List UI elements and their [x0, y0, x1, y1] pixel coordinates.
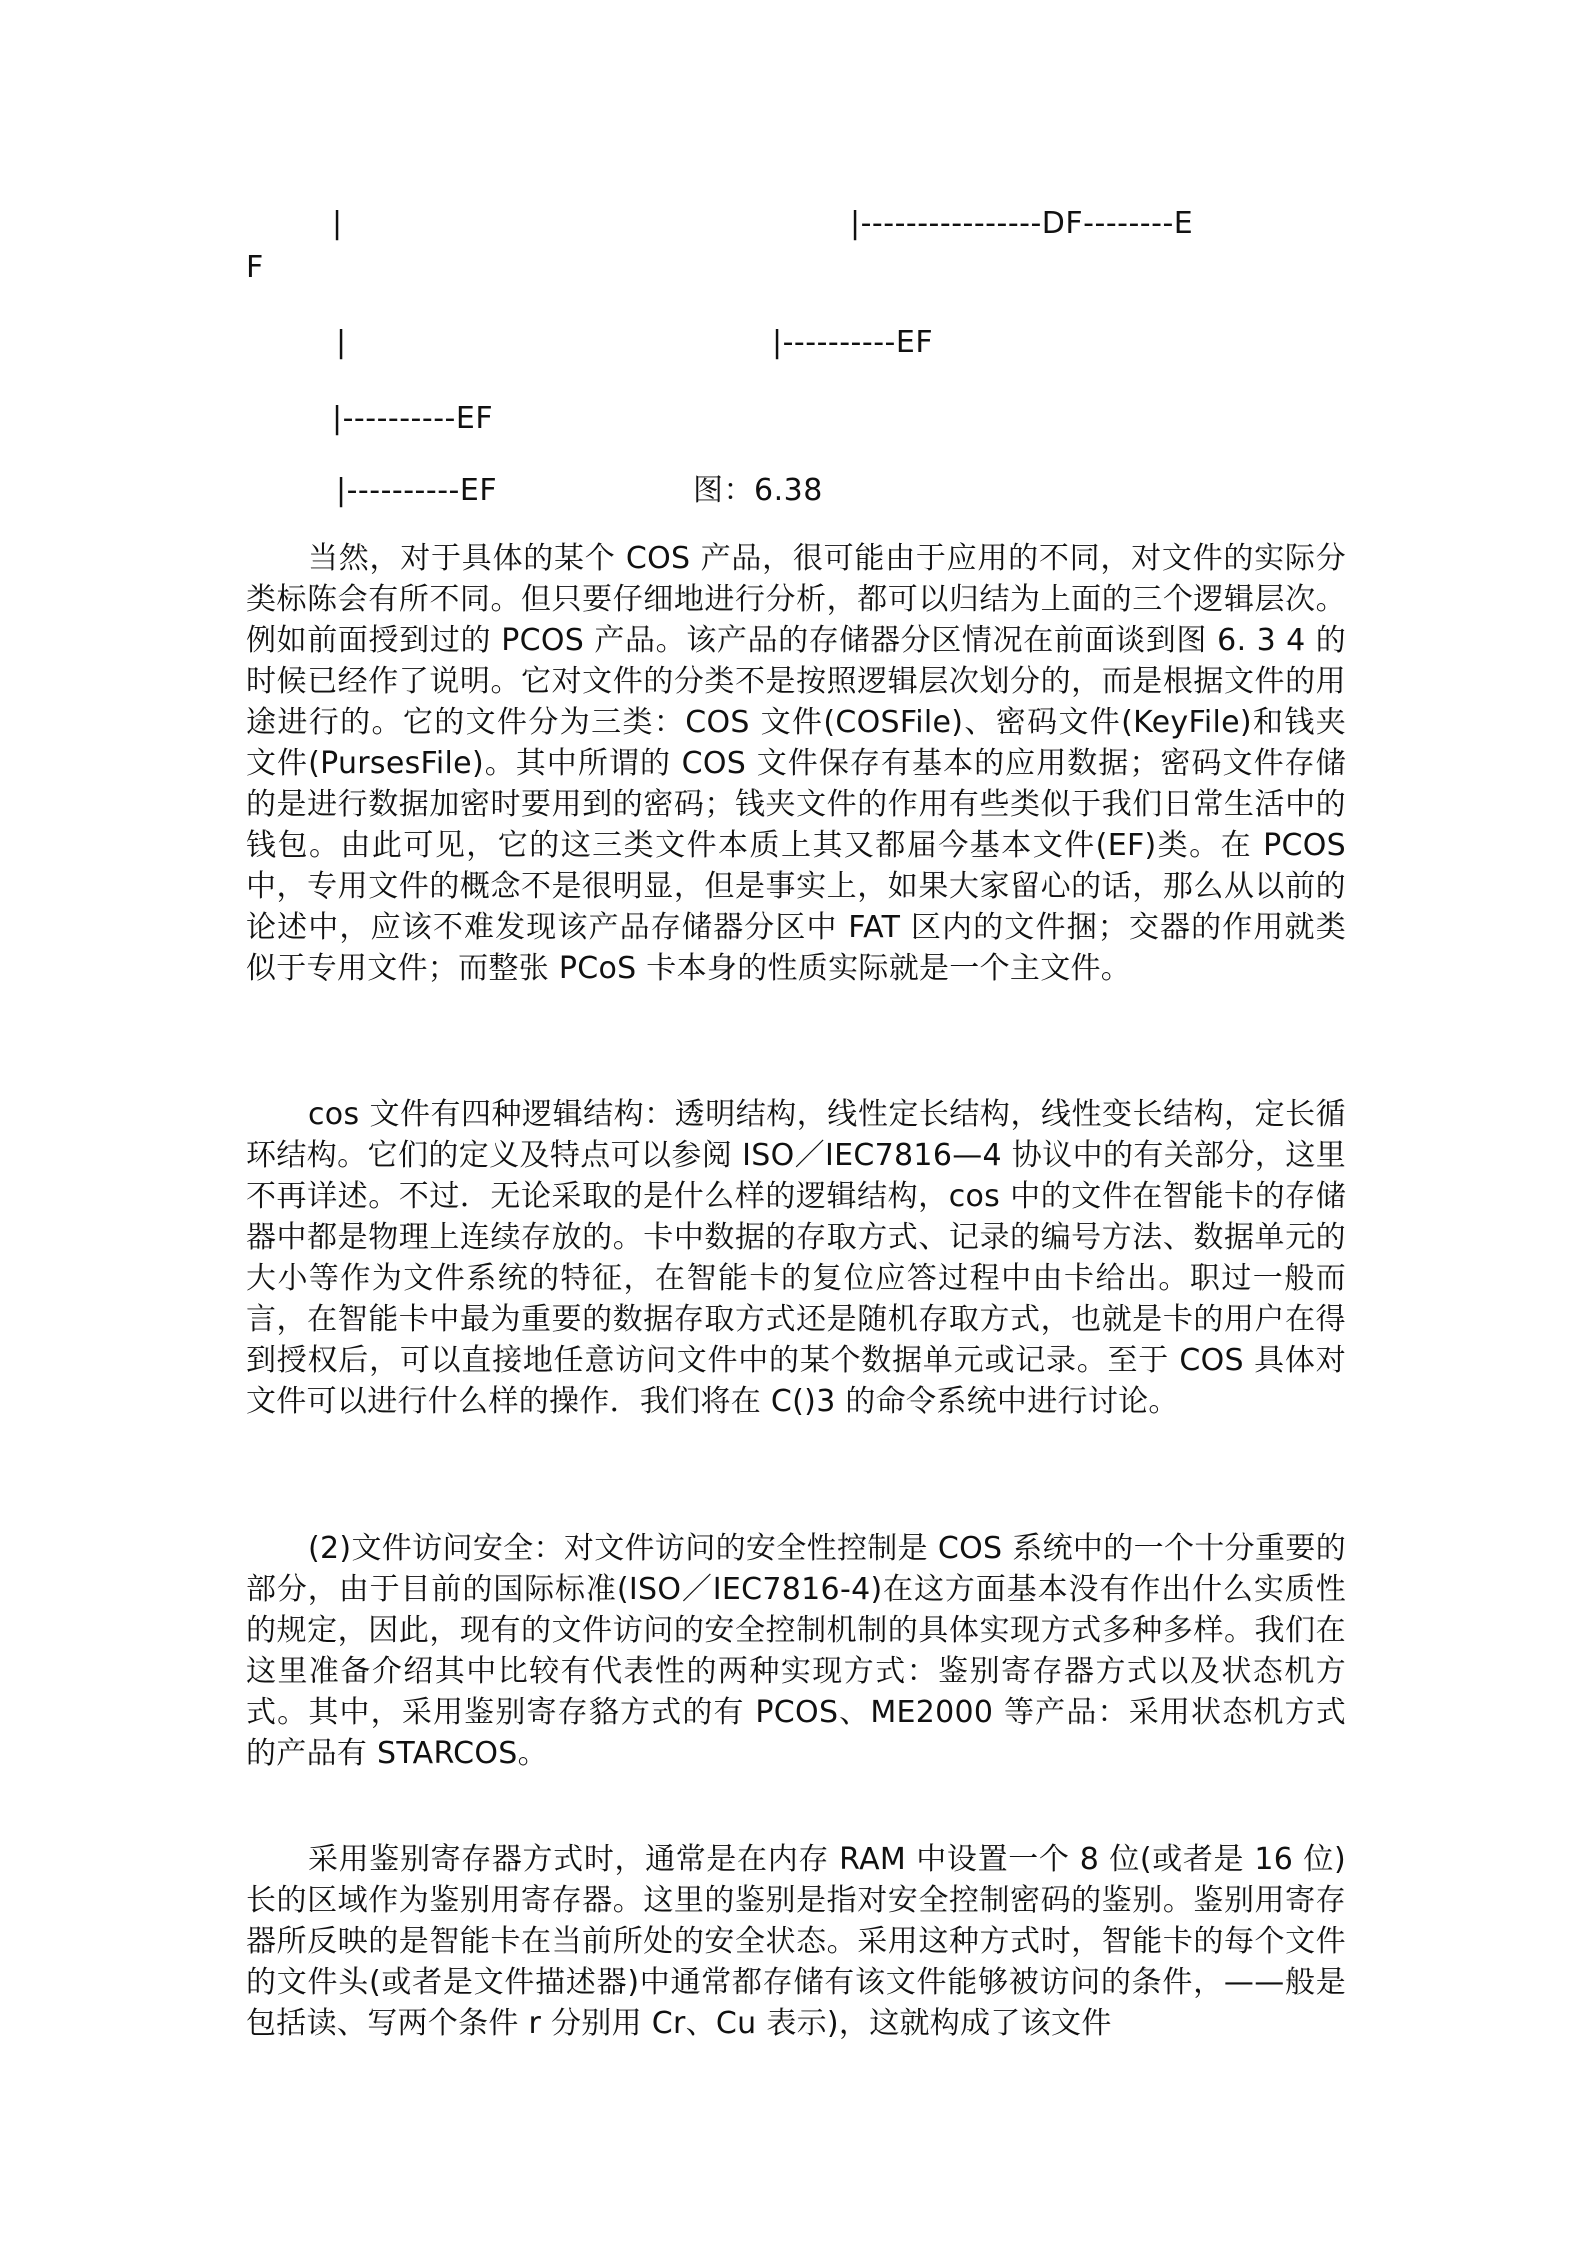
- tree-branch-wrap: F: [246, 250, 264, 285]
- body-paragraph: cos 文件有四种逻辑结构：透明结构，线性定长结构，线性变长结构，定长循环结构。它们的定义及特点可以参阅 ISO／IEC7816—4 协议中的有关部分，这里不再详述。不过．无论采取的是什么样的逻辑结构，cos 中的文件在智能卡的存储器中都是物理上连续存放的。卡中数据的存取方式、记录的编号方法、数据单元的大小等作为文件系统的特征，在智能卡的复位应答过程中由卡给出。职过一般而言，在智能卡中最为重要的数据存取方式还是随机存取方式，也就是卡的用户在得到授权后，可以直接地任意访问文件中的某个数据单元或记录。至于 COS 具体对文件可以进行什么样的操作．我们将在 C()3 的命令系统中进行讨论。: [246, 1097, 1346, 1419]
- tree-branch-ef: |----------EF: [772, 325, 934, 360]
- tree-branch-ef: |----------EF: [336, 473, 498, 508]
- tree-branch-ef: |----------EF: [332, 401, 494, 436]
- body-paragraph: 当然，对于具体的某个 COS 产品，很可能由于应用的不同，对文件的实际分类标陈会有所不同。但只要仔细地进行分析，都可以归结为上面的三个逻辑层次。例如前面授到过的 PCOS 产品。该产品的存储器分区情况在前面谈到图 6. 3 4 的时候已经作了说明。它对文件的分类不是按照逻辑层次划分的，而是根据文件的用途进行的。它的文件分为三类：COS 文件(COSFile)、密码文件(KeyFile)和钱夹文件(PursesFile)。其中所谓的 COS 文件保存有基本的应用数据；密码文件存储的是进行数据加密时要用到的密码；钱夹文件的作用有些类似于我们日常生活中的钱包。由此可见，它的这三类文件本质上其又都届今基本文件(EF)类。在 PCOS 中，专用文件的概念不是很明显，但是事实上，如果大家留心的话，那么从以前的论述中，应该不难发现该产品存储器分区中 FAT 区内的文件捆；交器的作用就类似于专用文件；而整张 PCoS 卡本身的性质实际就是一个主文件。: [246, 541, 1346, 986]
- tree-vertical-bar: |: [332, 206, 343, 241]
- tree-vertical-bar: |: [336, 325, 347, 360]
- tree-branch-df: |----------------DF--------E: [850, 206, 1194, 241]
- figure-label: 图：6.38: [693, 473, 823, 508]
- body-paragraph: 采用鉴别寄存器方式时，通常是在内存 RAM 中设置一个 8 位(或者是 16 位)长的区域作为鉴别用寄存器。这里的鉴别是指对安全控制密码的鉴别。鉴别用寄存器所反映的是智能卡在当前所处的安全状态。采用这种方式时，智能卡的每个文件的文件头(或者是文件描述器)中通常都存储有该文件能够被访问的条件，——般是包括读、写两个条件 r 分别用 Cr、Cu 表示)，这就构成了该文件: [246, 1842, 1346, 2041]
- body-paragraph: (2)文件访问安全：对文件访问的安全性控制是 COS 系统中的一个十分重要的部分，由于目前的国际标准(ISO／IEC7816-4)在这方面基本没有作出什么实质性的规定，因此，现有的文件访问的安全控制机制的具体实现方式多种多样。我们在这里准备介绍其中比较有代表性的两种实现方式：鉴别寄存器方式以及状态机方式。其中，采用鉴别寄存貉方式的有 PCOS、ME2000 等产品：采用状态机方式的产品有 STARCOS。: [246, 1531, 1346, 1771]
